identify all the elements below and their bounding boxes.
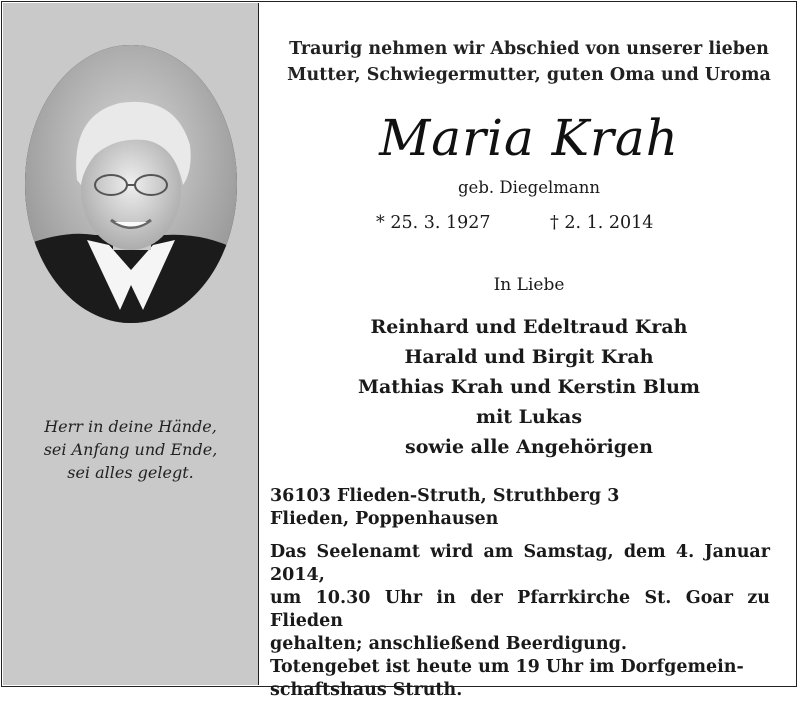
service-place: Dorfgemein-: [620, 657, 744, 677]
address-block: [270, 485, 790, 531]
service-info: [270, 541, 770, 702]
motto-line: Herr in deine Hände,: [44, 417, 217, 436]
service-line: schaftshaus Struth.: [270, 680, 463, 700]
family-line: sowie alle Angehörigen: [405, 436, 653, 458]
family-list: [262, 312, 796, 462]
birth-date: * 25. 3. 1927: [376, 213, 491, 233]
motto: [3, 415, 258, 484]
family-line: Harald und Birgit Krah: [404, 346, 654, 368]
service-line: gehalten; anschließend Beerdigung.: [270, 634, 627, 654]
born-name: geb. Diegelmann: [458, 178, 600, 197]
family-line: Reinhard und Edeltraud Krah: [370, 316, 688, 338]
portrait-image: [25, 45, 237, 323]
family-line: mit Lukas: [475, 406, 583, 428]
service-line: um 10.30 Uhr in der Pfarrkirche St. Goar zu Flieden: [270, 588, 770, 631]
family-line: Mathias Krah und Kerstin Blum: [357, 376, 701, 398]
service-line: Das Seelenamt wird am Samstag, dem 4. Januar 2014,: [270, 542, 770, 585]
left-panel: [3, 3, 259, 685]
death-date: † 2. 1. 2014: [550, 213, 654, 233]
deceased-name: Maria Krah: [379, 109, 679, 167]
service-text: um 19 Uhr im: [472, 657, 621, 677]
intro-text: [262, 36, 796, 88]
service-text: Totengebet ist: [270, 657, 417, 677]
motto-line: sei Anfang und Ende,: [43, 440, 218, 459]
intro-line: Mutter, Schwiegermutter, guten Oma und Uroma: [287, 65, 771, 85]
address-line: Flieden, Poppenhausen: [270, 509, 499, 529]
address-line: 36103 Flieden-Struth, Struthberg 3: [270, 486, 620, 506]
service-today: heute: [416, 657, 473, 677]
in-love-label: In Liebe: [493, 275, 565, 295]
service-line: [270, 656, 770, 679]
motto-line: sei alles gelegt.: [67, 463, 194, 482]
portrait-photo: [25, 45, 237, 323]
right-panel: [262, 3, 796, 700]
intro-line: Traurig nehmen wir Abschied von unserer lieben: [289, 39, 769, 59]
